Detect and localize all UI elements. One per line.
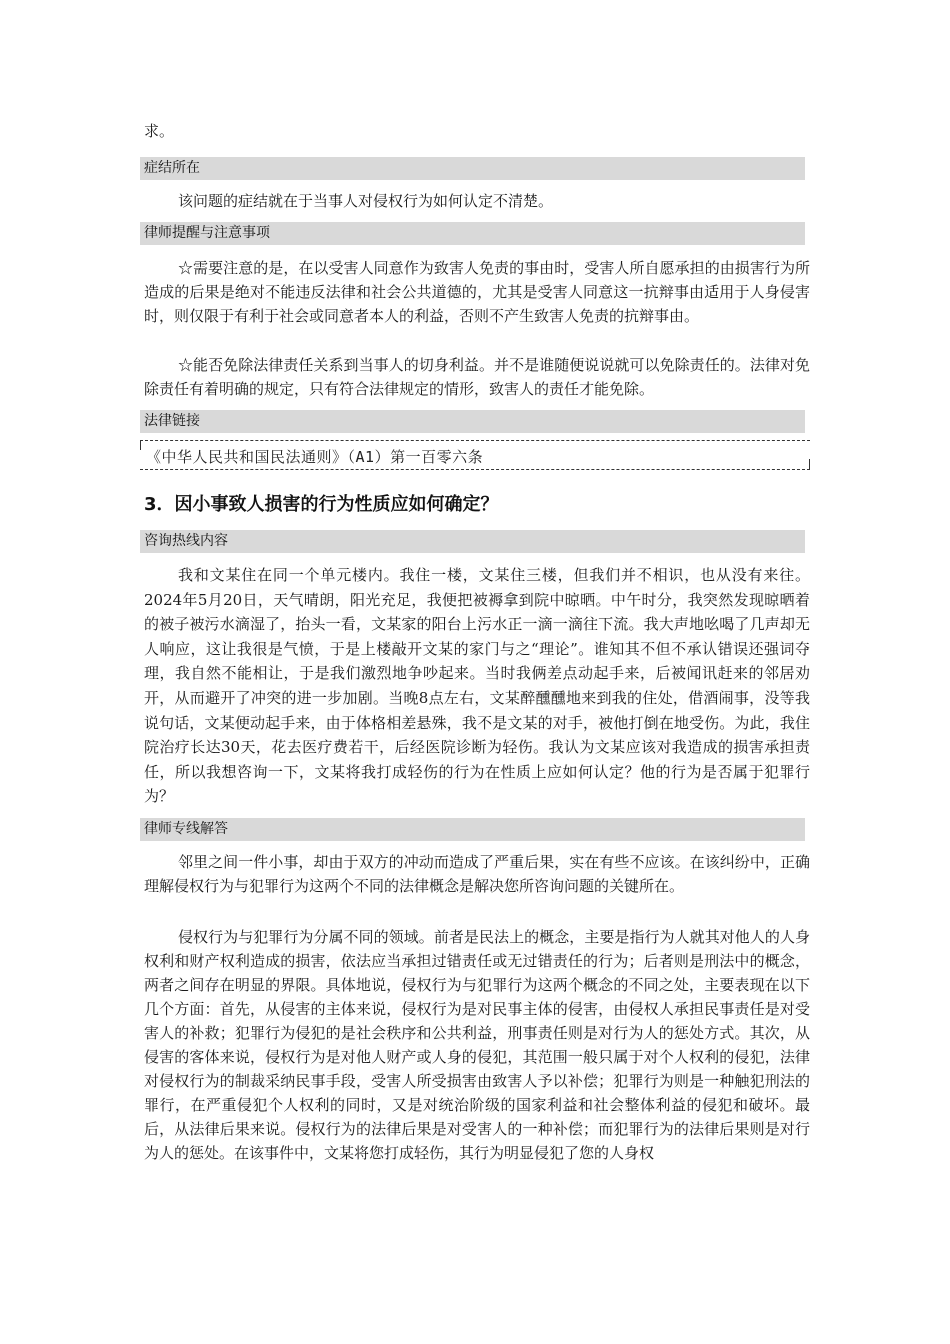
section-header-consultation: 咨询热线内容	[140, 530, 805, 553]
answer-paragraph-2: 侵权行为与犯罪行为分属不同的领域。前者是民法上的概念，主要是指行为人就其对他人的人身权利和财产权利造成的损害，依法应当承担过错责任或无过错责任的行为；后者则是刑法中的概念，两者之间存在明显的界限。具体地说，侵权行为与犯罪行为这两个概念的不同之处，主要表现在以下几个方面：首先，从侵害的主体来说，侵权行为是对民事主体的侵害，由侵权人承担民事责任是对受害人的补救；犯罪行为侵犯的是社会秩序和公共利益，刑事责任则是对行为人的惩处方式。其次，从侵害的客体来说，侵权行为是对他人财产或人身的侵犯，其范围一般只属于对个人权利的侵犯，法律对侵权行为的制裁采纳民事手段，受害人所受损害由致害人予以补偿；犯罪行为则是一种触犯刑法的罪行，在严重侵犯个人权利的同时，又是对统治阶级的国家利益和社会整体利益的侵犯和破坏。最后，从法律后果来说。侵权行为的法律后果是对受害人的一种补偿；而犯罪行为的法律后果则是对行为人的惩处。在该事件中，文某将您打成轻伤，其行为明显侵犯了您的人身权	[144, 928, 810, 1162]
crux-paragraph: 该问题的症结就在于当事人对侵权行为如何认定不清楚。	[178, 192, 554, 210]
reminder-paragraph-2: ☆能否免除法律责任关系到当事人的切身利益。并不是谁随便说说就可以免除责任的。法律对免除责任有着明确的规定，只有符合法律规定的情形，致害人的责任才能免除。	[144, 356, 810, 398]
section-header-law-link: 法律链接	[140, 410, 805, 433]
continued-text: 求。	[144, 122, 175, 140]
consultation-paragraph: 我和文某住在同一个单元楼内。我住一楼，文某住三楼，但我们并不相识，也从没有来往。2024年5月20日，天气晴朗，阳光充足，我便把被褥拿到院中晾晒。中午时分，我突然发现晾晒着的被子被污水滴湿了，抬头一看，文某家的阳台上污水正一滴一滴往下流。我大声地吆喝了几声却无人响应，这让我很是气愤，于是上楼敲开文某的家门与之“理论”。谁知其不但不承认错误还强词夺理，我自然不能相让，于是我们激烈地争吵起来。当时我俩差点动起手来，后被闻讯赶来的邻居劝开，从而避开了冲突的进一步加剧。当晚8点左右，文某醉醺醺地来到我的住处，借酒闹事，没等我说句话，文某便动起手来，由于体格相差悬殊，我不是文某的对手，被他打倒在地受伤。为此，我住院治疗长达30天，花去医疗费若干，后经医院诊断为轻伤。我认为文某应该对我造成的损害承担责任，所以我想咨询一下，文某将我打成轻伤的行为在性质上应如何认定？他的行为是否属于犯罪行为？	[144, 566, 810, 806]
question-heading: 3．因小事致人损害的行为性质应如何确定？	[144, 494, 499, 515]
reminder-paragraph-1: ☆需要注意的是，在以受害人同意作为致害人免责的事由时，受害人所自愿承担的由损害行为所造成的后果是绝对不能违反法律和社会公共道德的，尤其是受害人同意这一抗辩事由适用于人身侵害时，则仅限于有利于社会或同意者本人的利益，否则不产生致害人免责的抗辩事由。	[144, 259, 810, 325]
section-header-lawyer-answer: 律师专线解答	[140, 818, 805, 841]
section-header-crux: 症结所在	[140, 157, 805, 180]
section-header-lawyer-reminder: 律师提醒与注意事项	[140, 222, 805, 245]
answer-paragraph-1: 邻里之间一件小事，却由于双方的冲动而造成了严重后果，实在有些不应该。在该纠纷中，正确理解侵权行为与犯罪行为这两个不同的法律概念是解决您所咨询问题的关键所在。	[144, 853, 810, 895]
law-citation-text: 《中华人民共和国民法通则》（A1）第一百零六条	[146, 448, 484, 466]
